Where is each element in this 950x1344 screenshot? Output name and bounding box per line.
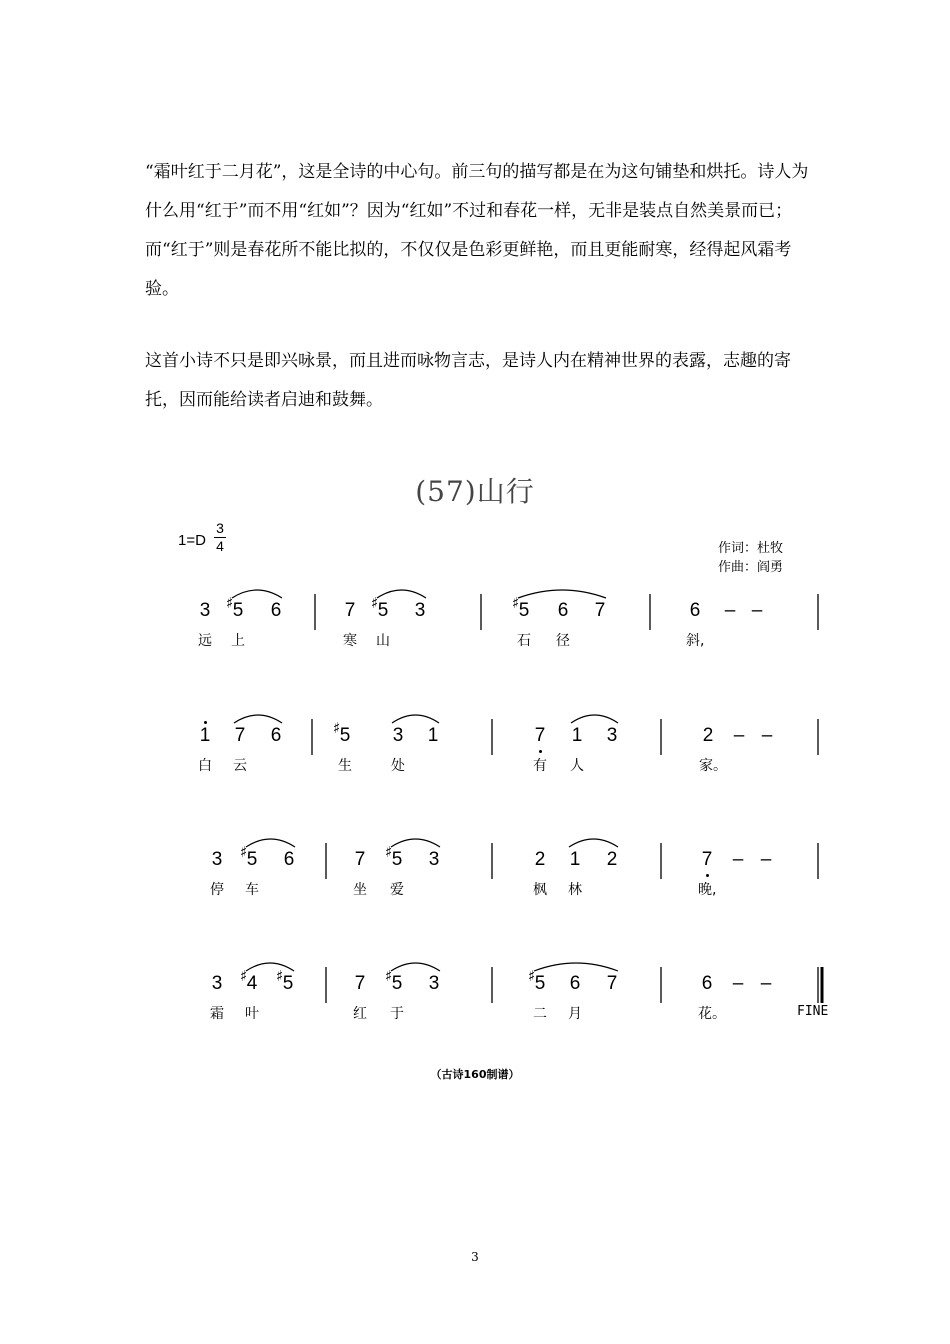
octave-low-dot (706, 874, 709, 877)
score-note: 2 (702, 725, 714, 746)
lyric-syllable: 白 (198, 758, 212, 774)
score-credit-note: （古诗160制谱） (430, 1068, 520, 1081)
score-note: – (760, 973, 772, 994)
lyric-syllable: 坐 (353, 882, 367, 898)
score-note: 1 (427, 725, 439, 746)
slur (391, 963, 440, 971)
sharp-sign: ♯ (240, 967, 248, 985)
score-note: 7 (606, 973, 618, 994)
lyric-syllable: 林 (568, 882, 582, 898)
octave-low-dot (539, 750, 542, 753)
score-note: 6 (283, 849, 295, 870)
lyric-syllable: 家。 (699, 758, 727, 774)
score-note: 7 (594, 600, 606, 621)
lyric-syllable: 山 (376, 633, 390, 649)
lyric-syllable: 远 (198, 633, 212, 649)
sharp-sign: ♯ (371, 594, 379, 612)
score-note: 6 (701, 973, 713, 994)
lyric-syllable: 二 (533, 1006, 547, 1022)
score-note: 6 (270, 600, 282, 621)
score-note: 5 (391, 973, 403, 994)
score-note: 3 (428, 849, 440, 870)
lyric-syllable: 于 (390, 1006, 404, 1022)
sharp-sign: ♯ (385, 967, 393, 985)
score-note: 5 (518, 600, 530, 621)
lyric-syllable: 处 (391, 758, 405, 774)
score-note: 3 (392, 725, 404, 746)
lyric-syllable: 霜 (210, 1006, 224, 1022)
lyric-syllable: 石 (517, 633, 531, 649)
score-note: 3 (199, 600, 211, 621)
sharp-sign: ♯ (226, 594, 234, 612)
slur (246, 963, 294, 971)
lyric-syllable: 月 (568, 1006, 582, 1022)
sharp-sign: ♯ (528, 967, 536, 985)
score-note: 3 (211, 973, 223, 994)
score-note: 6 (270, 725, 282, 746)
slur (232, 590, 282, 598)
lyric-syllable: 停 (210, 882, 224, 898)
score-note: 7 (534, 725, 546, 746)
score-note: 5 (377, 600, 389, 621)
score-note: 7 (344, 600, 356, 621)
sharp-sign: ♯ (512, 594, 520, 612)
commentary-paragraph-2: 这首小诗不只是即兴咏景，而且进而咏物言志，是诗人内在精神世界的表露，志趣的寄托，因而能给读者启迪和鼓舞。 (145, 351, 791, 410)
sharp-sign: ♯ (333, 719, 341, 737)
score-note: 7 (354, 849, 366, 870)
score-note: 5 (282, 973, 294, 994)
lyric-syllable: 寒 (343, 633, 357, 649)
score-note: 7 (701, 849, 713, 870)
time-top: 3 (216, 520, 224, 536)
octave-high-dot (204, 721, 207, 724)
sharp-sign: ♯ (240, 843, 248, 861)
lyric-syllable: 红 (353, 1006, 367, 1022)
score-note: 3 (414, 600, 426, 621)
sharp-sign: ♯ (385, 843, 393, 861)
score-note: 5 (391, 849, 403, 870)
score-note: 3 (211, 849, 223, 870)
score-note: – (761, 725, 773, 746)
score-note: 5 (339, 725, 351, 746)
slur (234, 715, 282, 723)
lyric-syllable: 径 (556, 633, 570, 649)
score-note: 6 (689, 600, 701, 621)
score-note: 7 (354, 973, 366, 994)
score-note: 6 (569, 973, 581, 994)
lyricist: 作词：杜牧 (718, 540, 784, 555)
slur (246, 839, 295, 847)
page-number: 3 (471, 1250, 479, 1264)
lyric-syllable: 花。 (698, 1006, 726, 1022)
score-note: 3 (606, 725, 618, 746)
slur (569, 839, 618, 847)
score-note: 5 (232, 600, 244, 621)
lyric-syllable: 人 (570, 758, 584, 774)
lyric-syllable: 上 (231, 633, 245, 649)
lyric-syllable: 爱 (390, 882, 404, 898)
lyric-syllable: 云 (233, 758, 247, 774)
slur (391, 839, 440, 847)
slur (392, 715, 439, 723)
score-note: 7 (234, 725, 246, 746)
score-note: 6 (557, 600, 569, 621)
lyric-syllable: 斜, (686, 633, 705, 649)
score-note: – (760, 849, 772, 870)
time-bottom: 4 (216, 538, 224, 554)
score-note: – (724, 600, 736, 621)
score-note: 2 (606, 849, 618, 870)
slur (377, 590, 426, 598)
score-note: 1 (199, 725, 211, 746)
song-title: (57)山行 (415, 475, 535, 508)
slur (571, 715, 618, 723)
score-note: 4 (246, 973, 258, 994)
score-note: – (732, 973, 744, 994)
sharp-sign: ♯ (276, 967, 284, 985)
score-note: – (733, 725, 745, 746)
score-note: 2 (534, 849, 546, 870)
lyric-syllable: 晚, (698, 882, 717, 898)
slur (518, 590, 606, 598)
score-note: 5 (246, 849, 258, 870)
score-note: 1 (571, 725, 583, 746)
slur (534, 963, 618, 971)
score-note: 5 (534, 973, 546, 994)
fine-mark: FINE (797, 1004, 829, 1019)
lyric-syllable: 生 (338, 758, 352, 774)
lyric-syllable: 有 (533, 758, 547, 774)
score-note: – (732, 849, 744, 870)
composer: 作曲：阎勇 (718, 559, 784, 574)
score-note: 3 (428, 973, 440, 994)
score-note: – (751, 600, 763, 621)
key-label: 1=D (178, 532, 206, 549)
lyric-syllable: 车 (245, 882, 259, 898)
commentary-paragraph-1: “霜叶红于二月花”，这是全诗的中心句。前三句的描写都是在为这句铺垫和烘托。诗人为什么用“红于”而不用“红如”？因为“红如”不过和春花一样，无非是装点自然美景而已；而“红于”则是春花所不能比拟的，不仅仅是色彩更鲜艳，而且更能耐寒，经得起风霜考验。 (145, 162, 809, 299)
score-note: 1 (569, 849, 581, 870)
lyric-syllable: 叶 (245, 1006, 259, 1022)
lyric-syllable: 枫 (533, 882, 547, 898)
